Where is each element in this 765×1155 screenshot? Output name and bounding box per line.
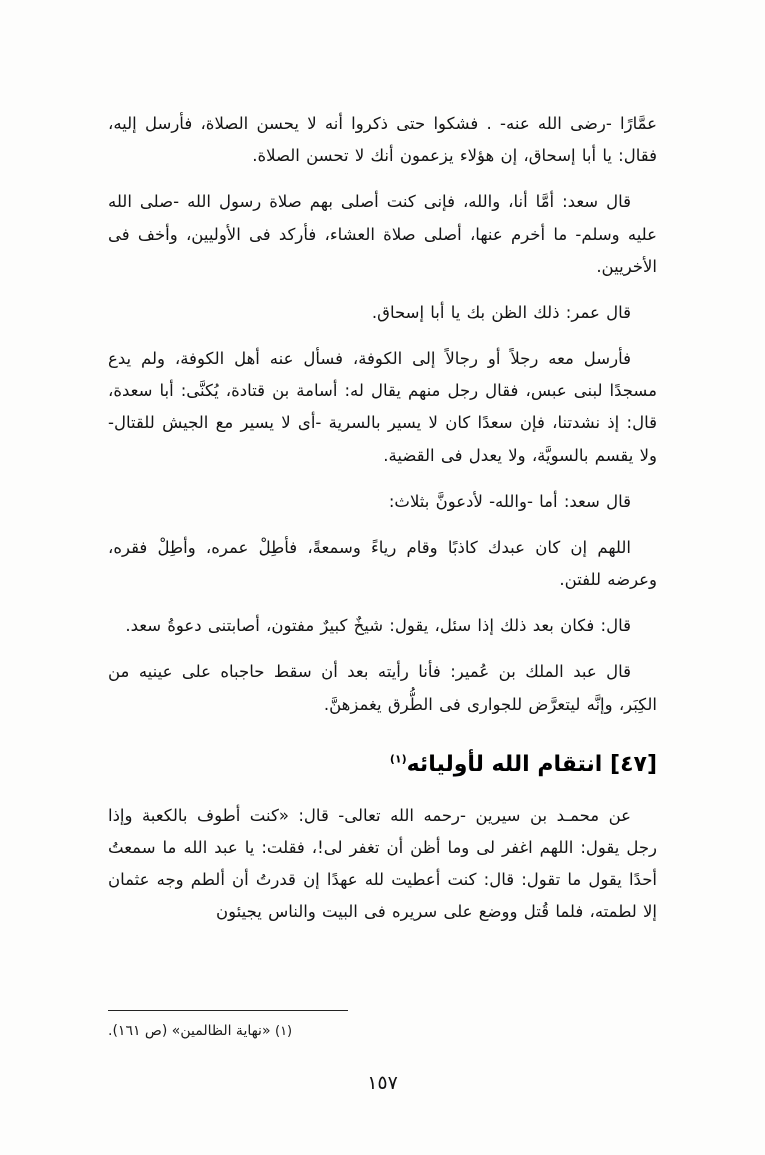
body-paragraph-8: قال عبد الملك بن عُمير: فأنا رأيته بعد أن سقط حاجباه على عينيه من الكِبَر، وإنَّه ليتعرَّض للجوارى فى الطُّرق يغمزهنَّ. xyxy=(108,662,657,714)
body-paragraph-2: قال سعد: أمَّا أنا، والله، فإنى كنت أصلى بهم صلاة رسول الله -صلى الله عليه وسلم- ما أخرم عنها، أصلى صلاة العشاء، فأركد فى الأوليين، وأخف فى الأخريين. xyxy=(108,192,657,276)
page-body xyxy=(108,108,657,943)
footnote-divider xyxy=(108,1010,348,1011)
section-heading-footnote-marker: (١) xyxy=(389,752,407,766)
footnote-text: «نهاية الظالمين» (ص ١٦١). xyxy=(108,1023,271,1039)
body-paragraph-3: قال عمر: ذلك الظن بك يا أبا إسحاق. xyxy=(371,302,631,322)
section-heading-title: انتقام الله لأوليائه xyxy=(406,751,603,777)
body-paragraph-4: فأرسل معه رجلاً أو رجالاً إلى الكوفة، فسأل عنه أهل الكوفة، ولم يدع مسجدًا لبنى عبس، فقال رجل منهم يقال له: أسامة بن قتادة، يُكنَّى: أبا سعدة، قال: إذ نشدتنا، فإن سعدًا كان لا يسير بالسرية -أى لا يسير مع الجيش للقتال- ولا يقسم بالسويَّة، ولا يعدل فى القضية. xyxy=(108,349,657,465)
section-heading-text xyxy=(390,747,657,782)
section-heading xyxy=(108,747,657,782)
section-heading-number: [٤٧] xyxy=(610,751,657,777)
body-paragraph-1: عمَّارًا -رضى الله عنه- . فشكوا حتى ذكروا أنه لا يحسن الصلاة، فأرسل إليه، فقال: يا أبا إسحاق، إن هؤلاء يزعمون أنك لا تحسن الصلاة. xyxy=(108,114,657,166)
body-paragraph-6: اللهم إن كان عبدك كاذبًا وقام رياءً وسمعةً، فأطِلْ عمره، وأطِلْ فقره، وعرضه للفتن. xyxy=(108,537,657,590)
page-number: ١٥٧ xyxy=(367,1072,398,1094)
body-paragraph-7: قال: فكان بعد ذلك إذا سئل، يقول: شيخٌ كبيرٌ مفتون، أصابتنى دعوةُ سعد. xyxy=(125,616,631,636)
body-paragraph-9: عن محمـد بن سيرين -رحمه الله تعالى- قال: «كنت أطوف بالكعبة وإذا رجل يقول: اللهم اغفر لى وما أظن أن تغفر لى!، فقلت: يا عبد الله ما سمعتُ أحدًا يقول ما تقول: قال: كنت أعطيت لله عهدًا إن قدرتُ أن ألطم وجه عثمان إلا لطمته، فلما قُتل ووضع على سريره فى البيت والناس يجيئون xyxy=(108,805,657,922)
footnote-marker: (١) xyxy=(274,1024,293,1039)
body-paragraph-5: قال سعد: أما -والله- لأدعونَّ بثلاث: xyxy=(388,491,631,511)
footnote-area xyxy=(108,1020,657,1044)
